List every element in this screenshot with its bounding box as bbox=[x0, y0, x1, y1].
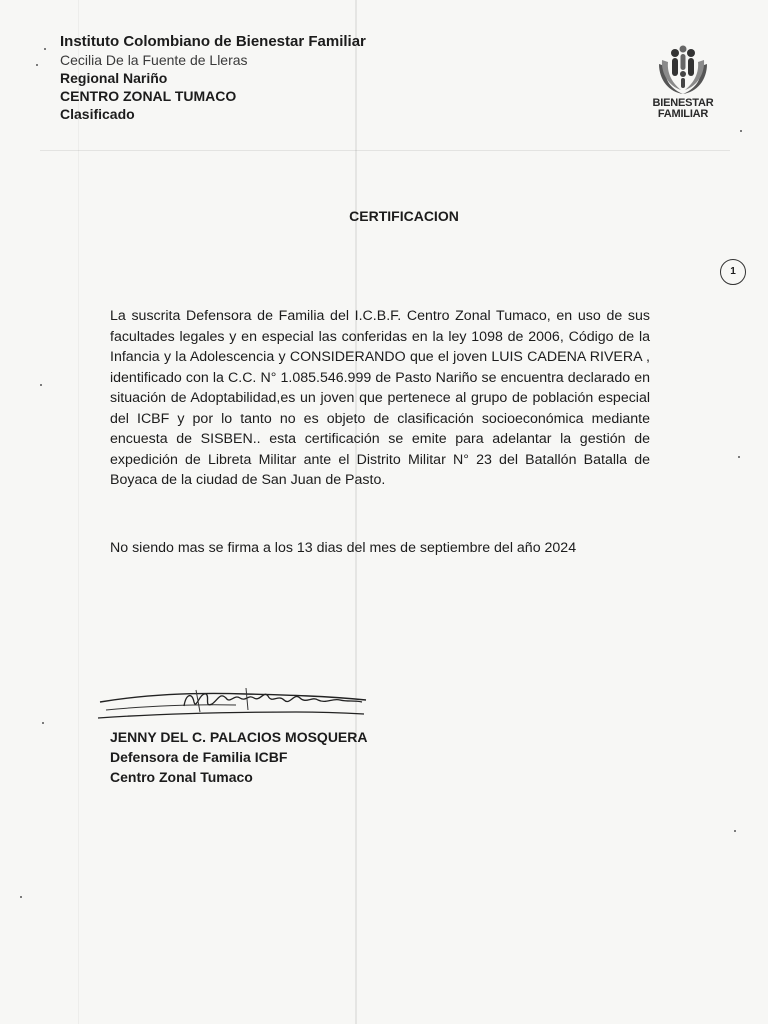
signer-office: Centro Zonal Tumaco bbox=[110, 769, 253, 785]
scan-speck bbox=[740, 130, 742, 132]
scan-fold-line bbox=[355, 0, 357, 1024]
institution-name: Instituto Colombiano de Bienestar Familiar bbox=[60, 33, 366, 50]
bienestar-familiar-logo bbox=[648, 44, 718, 126]
page-number-badge: 1 bbox=[720, 259, 746, 285]
classification-label: Clasificado bbox=[60, 106, 135, 122]
logo-text-line1: BIENESTAR bbox=[652, 97, 714, 109]
closing-statement: No siendo mas se firma a los 13 dias del mes de septiembre del año 2024 bbox=[110, 540, 577, 556]
logo-text-line2: FAMILIAR bbox=[657, 108, 709, 120]
institution-subtitle: Cecilia De la Fuente de Lleras bbox=[60, 52, 248, 68]
family-hands-icon bbox=[655, 44, 711, 98]
scan-speck bbox=[734, 830, 736, 832]
scan-fold-line bbox=[40, 150, 730, 151]
signer-role: Defensora de Familia ICBF bbox=[110, 749, 288, 765]
scan-speck bbox=[738, 456, 740, 458]
letterhead bbox=[60, 33, 366, 123]
document-title: CERTIFICACION bbox=[349, 208, 459, 224]
signer-name: JENNY DEL C. PALACIOS MOSQUERA bbox=[110, 729, 368, 745]
regional-name: Regional Nariño bbox=[60, 70, 168, 86]
signature-icon bbox=[96, 680, 376, 724]
scan-speck bbox=[44, 48, 46, 50]
certification-body: La suscrita Defensora de Familia del I.C.B.F. Centro Zonal Tumaco, en uso de sus facultades legales y en especial las conferidas en la ley 1098 de 2006, Código de la Infancia y la Adolescencia y CONSIDERANDO que el joven LUIS CADENA RIVERA , identificado con la C.C. N° 1.085.546.999 de Pasto Nariño se encuentra declarado en situación de Adoptabilidad,es un joven que pertenece al grupo de población especial del ICBF y por lo tanto no es objeto de clasificación socioeconómica mediante encuesta de SISBEN.. esta certificación se emite para adelantar la gestión de expedición de Libreta Militar ante el Distrito Militar N° 23 del Batallón Batalla de Boyaca de la ciudad de San Juan de Pasto. bbox=[110, 308, 650, 488]
scan-speck bbox=[42, 722, 44, 724]
signer-block bbox=[110, 727, 367, 787]
handwritten-signature bbox=[96, 680, 376, 729]
scan-speck bbox=[40, 384, 42, 386]
scan-fold-line bbox=[78, 0, 79, 1024]
zone-name: CENTRO ZONAL TUMACO bbox=[60, 88, 237, 104]
scan-speck bbox=[20, 896, 22, 898]
scan-speck bbox=[36, 64, 38, 66]
